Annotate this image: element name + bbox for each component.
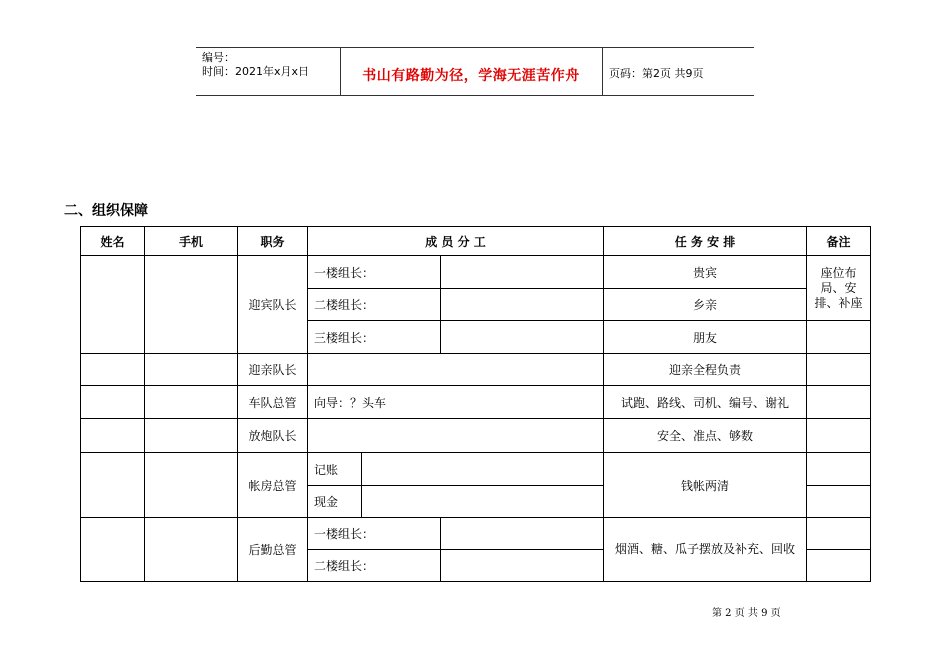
time-label: 时间：2021年x月x日: [202, 65, 310, 78]
task-cell: 贵宾: [604, 256, 807, 289]
name-cell[interactable]: [81, 386, 145, 419]
header-divider-right: [602, 47, 603, 96]
member-value[interactable]: [362, 453, 604, 486]
header-member-division: 成 员 分 工: [308, 227, 604, 256]
role-cell: 帐房总管: [238, 453, 308, 518]
member-label: 一楼组长：: [308, 256, 441, 289]
page-footer: 第 2 页 共 9 页: [712, 608, 781, 619]
name-cell[interactable]: [81, 518, 145, 582]
table-row: [81, 419, 871, 453]
motto: 书山有路勤为径，学海无涯苦作舟: [362, 68, 580, 84]
member-value[interactable]: [308, 419, 604, 453]
role-cell: 迎宾队长: [238, 256, 308, 354]
note-cell[interactable]: [807, 518, 871, 550]
member-label: 二楼组长：: [308, 550, 441, 582]
member-value[interactable]: [441, 518, 604, 550]
organization-table: [80, 226, 871, 582]
member-label: 向导：？头车: [308, 386, 604, 419]
number-label: 编号：: [202, 51, 235, 64]
section-title: 二、组织保障: [64, 203, 148, 219]
note-cell[interactable]: [807, 550, 871, 582]
note-cell[interactable]: [807, 486, 871, 518]
member-value[interactable]: [362, 486, 604, 518]
member-value[interactable]: [308, 354, 604, 386]
task-cell: 安全、准点、够数: [604, 419, 807, 453]
header-bottom-rule: [196, 95, 754, 96]
phone-cell[interactable]: [145, 419, 238, 453]
header-top-rule: [196, 47, 754, 48]
member-label: 现金: [308, 486, 362, 518]
page-label: 页码：第2页 共9页: [609, 67, 704, 80]
member-label: 记账: [308, 453, 362, 486]
task-cell: 钱帐两清: [604, 453, 807, 518]
task-cell: 朋友: [604, 321, 807, 354]
table-row: [81, 256, 871, 289]
member-value[interactable]: [441, 256, 604, 289]
table-row: [81, 386, 871, 419]
name-cell[interactable]: [81, 256, 145, 354]
note-cell[interactable]: [807, 386, 871, 419]
member-label: 三楼组长：: [308, 321, 441, 354]
role-cell: 车队总管: [238, 386, 308, 419]
member-label: 一楼组长：: [308, 518, 441, 550]
phone-cell[interactable]: [145, 518, 238, 582]
member-value[interactable]: [441, 289, 604, 321]
note-cell[interactable]: [807, 354, 871, 386]
document-header: [196, 47, 754, 96]
name-cell[interactable]: [81, 453, 145, 518]
phone-cell[interactable]: [145, 256, 238, 354]
task-cell: 迎亲全程负责: [604, 354, 807, 386]
member-label: 二楼组长：: [308, 289, 441, 321]
task-cell: 乡亲: [604, 289, 807, 321]
header-phone: 手机: [145, 227, 238, 256]
header-name: 姓名: [81, 227, 145, 256]
role-cell: 迎亲队长: [238, 354, 308, 386]
table-row: [81, 453, 871, 486]
header-role: 职务: [238, 227, 308, 256]
phone-cell[interactable]: [145, 354, 238, 386]
role-cell: 后勤总管: [238, 518, 308, 582]
role-cell: 放炮队长: [238, 419, 308, 453]
note-cell[interactable]: [807, 321, 871, 354]
header-note: 备注: [807, 227, 871, 256]
task-cell: 烟酒、糖、瓜子摆放及补充、回收: [604, 518, 807, 582]
phone-cell[interactable]: [145, 386, 238, 419]
member-value[interactable]: [441, 550, 604, 582]
header-task: 任 务 安 排: [604, 227, 807, 256]
note-cell: 座位布局、安排、补座: [807, 256, 871, 321]
phone-cell[interactable]: [145, 453, 238, 518]
name-cell[interactable]: [81, 354, 145, 386]
note-cell[interactable]: [807, 453, 871, 486]
name-cell[interactable]: [81, 419, 145, 453]
table-header-row: [81, 227, 871, 256]
table-row: [81, 354, 871, 386]
note-cell[interactable]: [807, 419, 871, 453]
table-row: [81, 518, 871, 550]
member-value[interactable]: [441, 321, 604, 354]
task-cell: 试跑、路线、司机、编号、谢礼: [604, 386, 807, 419]
